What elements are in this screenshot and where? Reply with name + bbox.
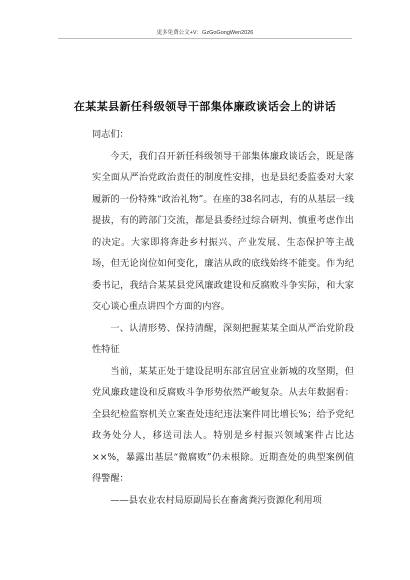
paragraph-case-1: ——县农业农村局原副局长在畜禽粪污资源化利用项 (110, 494, 322, 506)
paragraph-situation: 当前，某某正处于建设昆明东部宜居宜业新城的攻坚期，但党风廉政建设和反腐败斗争形势依然严峻复杂。从去年数据看：全县纪检监察机关立案查处违纪违法案件同比增长%；给予党纪政务处分人，移送司法人。特别是乡村振兴领域案件占比达××%，暴露出基层“微腐败”仍未根除。近期查处的典型案例值得警醒： (92, 365, 354, 484)
document-title: 在某某县新任科级领导干部集体廉政谈话会上的讲话 (73, 100, 337, 113)
paragraph-intro: 今天，我们召开新任科级领导干部集体廉政谈话会，既是落实全面从严治党政治责任的制度性安排，也是县纪委监委对大家履新的一份特殊“政治礼物”。在座的38名同志，有的从基层一线提拔，有的跨部门交流，都是县委经过综合研判、慎重考虑作出的决定。大家即将奔赴乡村振兴、产业发展、生态保护等主战场，但无论岗位如何变化，廉洁从政的底线始终不能变。作为纪委书记，我结合某某县党风廉政建设和反腐败斗争实际，和大家交心谈心重点讲四个方面的内容。 (92, 150, 354, 312)
header-note: 更多免费公文+V：GzGoGongWen2026 (156, 30, 254, 36)
salutation: 同志们： (92, 129, 129, 140)
section-heading-1: 一、认清形势、保持清醒，深刻把握某某全面从严治党阶段性特征 (92, 322, 354, 355)
header-divider (58, 38, 352, 39)
document-body (92, 118, 354, 511)
